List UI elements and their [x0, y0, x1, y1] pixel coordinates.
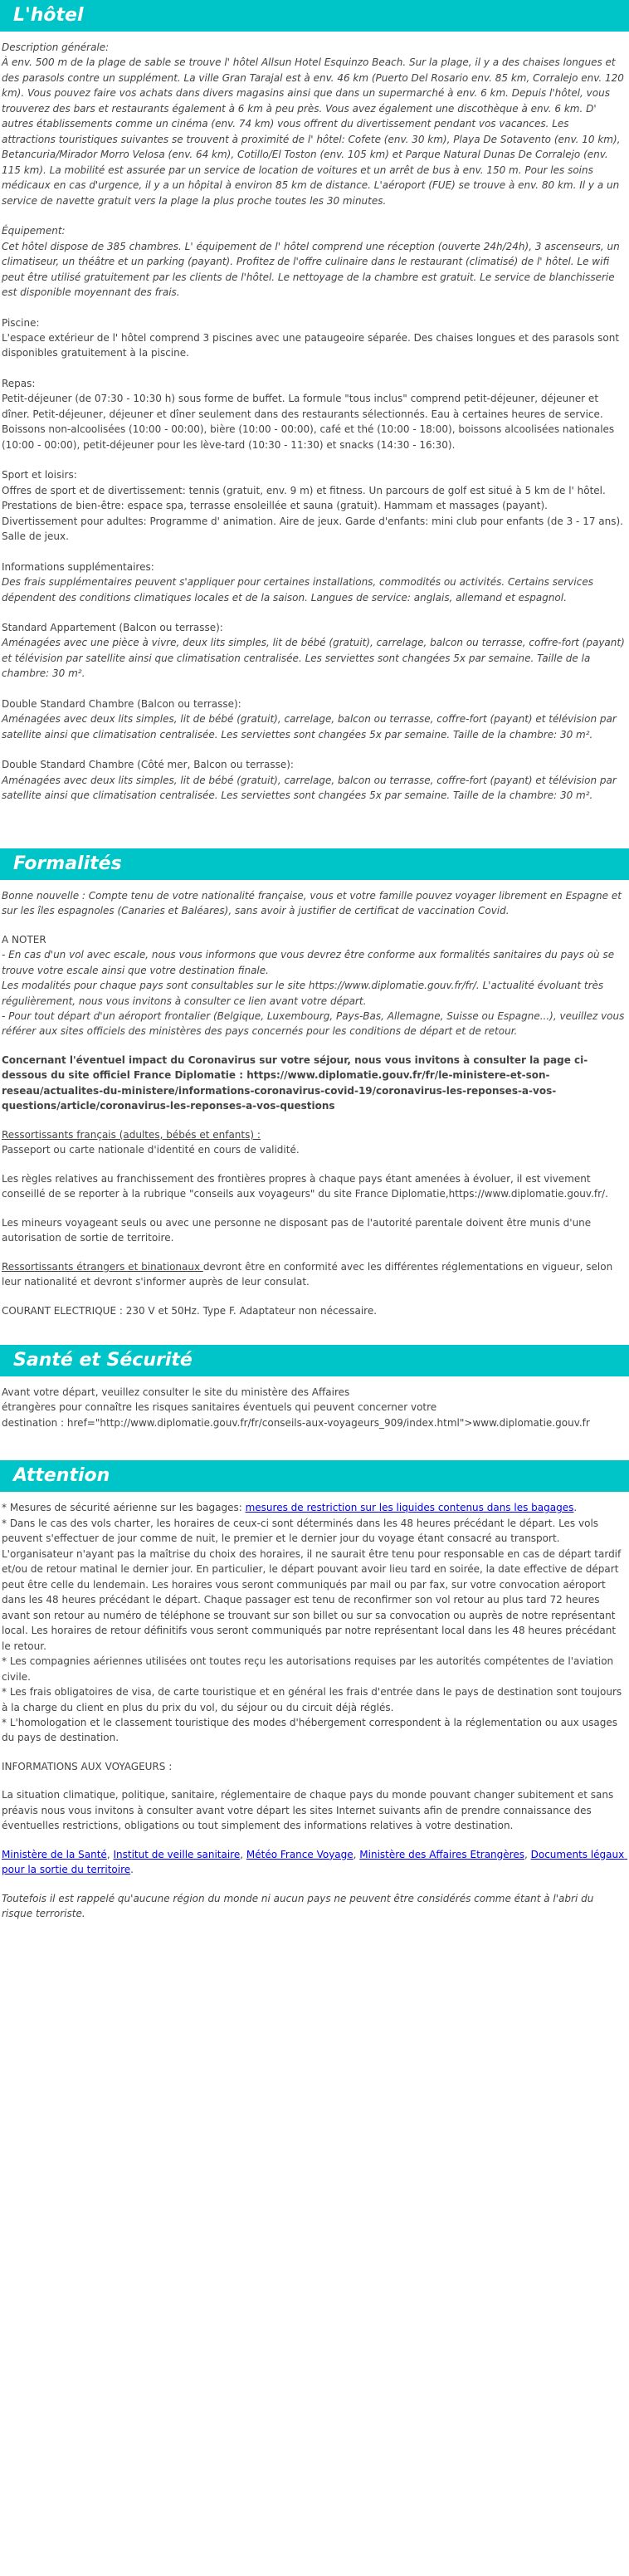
room-double-standard-sea-label: Double Standard Chambre (Côté mer, Balcon ou terrasse): [2, 759, 294, 771]
hotel-extra-info-label: Informations supplémentaires: [2, 560, 154, 573]
border-rules: Les règles relatives au franchissement des frontières propres à chaque pays étant amenées à évoluer, il est vivement conseillé de se reporter à la rubrique "conseils aux voyageurs" du site France Diplomatie,https://www.diplomatie.gouv.fr/. [2, 1172, 608, 1200]
note-heading: A NOTER [2, 933, 46, 946]
hotel-sport-label: Sport et loisirs: [2, 469, 77, 481]
note-line-3: - Pour tout départ d'un aéroport frontalier (Belgique, Luxembourg, Pays-Bas, Allemagne, Suisse ou Espagne...), veuillez vous référer aux sites officiels des ministères des pays concernés pour les conditions de départ et de retour. [2, 1009, 628, 1038]
room-double-standard-sea-text: Aménagées avec deux lits simples, lit de bébé (gratuit), carrelage, balcon ou terrasse, coffre-fort (payant) et télévision par satellite ainsi que climatisation centralisée. Les serviettes sont changées 5x par semaine. Taille de la chambre: 30 m². [2, 774, 620, 802]
hotel-pool-label: Piscine: [2, 316, 40, 329]
french-nationals-label: Ressortissants français (adultes, bébés et enfants) : [2, 1128, 261, 1141]
link-separator: , [240, 1848, 246, 1860]
foreign-nationals-label: Ressortissants étrangers et binationaux [2, 1260, 203, 1273]
electric-current: COURANT ELECTRIQUE : 230 V et 50Hz. Type F. Adaptateur non nécessaire. [2, 1304, 378, 1317]
hotel-sport-text: Offres de sport et de divertissement: tennis (gratuit, env. 9 m) et fitness. Un parcours de golf est situé à 5 km de l' hôtel. Prestations de bien-être: espace spa, terrasse ensoleillée et sauna (gratuit). Hammam et massages (payant). Divertissement pour adultes: Programme d' animation. Aire de jeux. Garde d'enfants: mini club pour enfants (de 3 - 17 ans). Salle de jeux. [2, 484, 627, 543]
official-links [2, 1847, 626, 1878]
hotel-equipment-text: Cet hôtel dispose de 385 chambres. L' équipement de l' hôtel comprend une réception (ouverte 24h/24h), 3 ascenseurs, un climatiseur, un théâtre et un parking (payant). Profitez de l'offre culinaire dans le restaurant (climatisé) de l' hôtel. Le wifi peut être utilisé gratuitement par les clients de l'hôtel. Le nettoyage de la chambre est gratuit. Le service de blanchisserie est disponible moyennant des frais. [2, 240, 623, 299]
section-body-sante [0, 1376, 629, 1460]
section-body-formalites [0, 880, 629, 1345]
attention-bullet-1-end: . [573, 1502, 578, 1514]
hotel-meals-label: Repas: [2, 377, 36, 389]
links-end: . [130, 1864, 134, 1876]
section-header-sante: Santé et Sécurité [0, 1345, 629, 1376]
travelers-info-heading: INFORMATIONS AUX VOYAGEURS : [2, 1760, 173, 1772]
terrorism-notice: Toutefois il est rappelé qu'aucune région du monde ni aucun pays ne peuvent être considérés comme étant à l'abri du risque terroriste. [2, 1892, 597, 1920]
foreign-nationals-text: devront être en conformité avec les différentes réglementations en vigueur, selon leur nationalité et devront s'informer auprès de leur consulat. [2, 1260, 617, 1288]
link-ministere-sante[interactable]: Ministère de la Santé [2, 1848, 107, 1860]
hotel-extra-info-text: Des frais supplémentaires peuvent s'appliquer pour certaines installations, commodités ou activités. Certains services dépendent des conditions climatiques locales et de la saison. Langues de service: anglais, allemand et espagnol. [2, 576, 597, 604]
section-body-hotel [0, 32, 629, 848]
attention-bullet-3: * Les compagnies aériennes utilisées ont toutes reçu les autorisations requises par les autorités compétentes de l'aviation civile. [2, 1655, 617, 1683]
room-standard-apartment [2, 620, 626, 682]
hotel-extra-info [2, 560, 626, 605]
formalites-note [2, 932, 626, 1039]
hotel-meals [2, 376, 626, 452]
attention-bullet-5: * L'homologation et le classement touristique des modes d'hébergement correspondent à la réglementation ou aux usages du pays de destination. [2, 1716, 621, 1744]
hotel-description [2, 40, 626, 208]
travelers-info-text: La situation climatique, politique, sanitaire, réglementaire de chaque pays du monde pouvant changer subitement et sans préavis nous vous invitons à consulter avant votre départ les sites Internet suivants afin de prendre connaissance des éventuelles restrictions, obligations ou tout simplement des informations relatives à votre destination. [2, 1789, 617, 1832]
minors-rules: Les mineurs voyageant seuls ou avec une personne ne disposant pas de l'autorité parentale doivent être munis d'une autorisation de sortie de territoire. [2, 1216, 594, 1244]
hotel-description-label: Description générale: [2, 42, 110, 53]
room-double-standard [2, 697, 626, 742]
link-separator: , [524, 1848, 531, 1860]
note-line-1: - En cas d'un vol avec escale, nous vous informons que vous devrez être conforme aux formalités sanitaires du pays où se trouve votre escale ainsi que votre destination finale. [2, 949, 617, 976]
attention-bullet-4: * Les frais obligatoires de visa, de carte touristique et en général les frais d'entrée dans le pays de destination sont toujours à la charge du client en plus du prix du vol, du séjour ou du circuit déjà réglés. [2, 1686, 625, 1713]
foreign-nationals [2, 1259, 626, 1290]
link-veille-sanitaire[interactable]: Institut de veille sanitaire [113, 1848, 241, 1860]
link-separator: , [353, 1848, 360, 1860]
french-nationals-text: Passeport ou carte nationale d'identité en cours de validité. [2, 1144, 300, 1156]
link-meteo-france[interactable]: Météo France Voyage [246, 1848, 354, 1860]
section-header-formalites: Formalités [0, 848, 629, 880]
attention-bullet-2: * Dans le cas des vols charter, les horaires de ceux-ci sont déterminés dans les 48 heures précédant le départ. Les vols peuvent s'effectuer de jour comme de nuit, le premier et le dernier jour du voyage étant consacré au transport. L'organisateur n'ayant pas la maîtrise du choix des horaires, il ne saurait être tenu pour responsable en cas de départ tardif et/ou de retour matinal le dernier jour. En particulier, le départ pouvant avoir lieu tard en soirée, la date effective de départ peut être celle du lendemain. Les horaires vous seront communiqués par mail ou par fax, sur votre convocation aéroport dans les 48 heures précédant le départ. Chaque passager est tenu de reconfirmer son vol retour au plus tard 72 heures avant son retour au numéro de téléphone se trouvant sur son billet ou sur sa convocation ou auprès de notre représentant local. Les horaires de retour définitifs vous seront communiqués par notre représentant local dans les 48 heures précédant le retour. [2, 1517, 625, 1652]
hotel-description-text: À env. 500 m de la plage de sable se trouve l' hôtel Allsun Hotel Esquinzo Beach. Sur la plage, il y a des chaises longues et des parasols contre un supplément. La ville Gran Tarajal est à env. 46 km (Puerto Del Rosario env. 85 km, Corralejo env. 120 km). Vous pouvez faire vos achats dans divers magasins ainsi que dans un supermarché à env. 6 km. Depuis l'hôtel, vous trouverez des bars et restaurants également à 6 km à peu près. Vous avez également une discothèque à env. 6 km. D' autres établissements comme un cinéma (env. 74 km) vous offrent du divertissement pendant vos vacances. Les attractions touristiques suivantes se trouvent à proximité de l' hôtel: Cofete (env. 30 km), Playa De Sotavento (env. 10 km), Betancuria/Mirador Morro Velosa (env. 64 km), Cotillo/El Toston (env. 105 km) et Parque Natural Dunas De Corralejo (env. 115 km). La mobilité est assurée par un service de location de voitures et un arrêt de bus à env. 150 m. Pour les soins médicaux en cas d'urgence, il y a un hôpital à environ 85 km de distance. L'aéroport (FUE) se trouve à env. 80 km. Il y a un service de navette gratuit vers la plage la plus proche toutes les 30 minutes. [2, 56, 627, 207]
attention-bullet-1-text: * Mesures de sécurité aérienne sur les bagages: [2, 1502, 246, 1514]
link-separator: , [106, 1848, 114, 1860]
room-double-standard-text: Aménagées avec deux lits simples, lit de bébé (gratuit), carrelage, balcon ou terrasse, coffre-fort (payant) et télévision par satellite ainsi que climatisation centralisée. Les serviettes sont changées 5x par semaine. Taille de la chambre: 30 m². [2, 713, 620, 741]
attention-bullet-1 [2, 1500, 626, 1515]
room-standard-apartment-label: Standard Appartement (Balcon ou terrasse): [2, 622, 223, 633]
hotel-equipment-label: Équipement: [2, 225, 66, 237]
covid-notice: Concernant l'éventuel impact du Coronavirus sur votre séjour, nous vous invitons à consulter la page ci-dessous du site officiel France Diplomatie : https://www.diplomatie.gouv.fr/fr/le-ministere-et-son-reseau/actualites-du-ministere/informations-coronavirus-covid-19/coronavirus-les-reponses-a-vos-questions/article/coronavirus-les-reponses-a-vos-questions [2, 1053, 588, 1112]
note-line-2: Les modalités pour chaque pays sont consultables sur le site https://www.diplomatie.gouv.fr/fr/. L'actualité évoluant très régulièrement, nous vous invitons à consulter ce lien avant votre départ. [2, 980, 607, 1007]
hotel-pool [2, 315, 626, 361]
hotel-meals-text: Petit-déjeuner (de 07:30 - 10:30 h) sous forme de buffet. La formule "tous inclus" comprend petit-déjeuner, déjeuner et dîner. Petit-déjeuner, déjeuner et dîner seulement dans des restaurants sélectionnés. Eau à certaines heures de service. Boissons non-alcoolisées (10:00 - 00:00), bière (10:00 - 00:00), café et thé (10:00 - 18:00), boissons alcoolisées nationales (10:00 - 00:00), petit-déjeuner pour les lève-tard (10:30 - 11:30) et snacks (14:30 - 16:30). [2, 393, 617, 451]
liquids-restriction-link[interactable]: mesures de restriction sur les liquides contenus dans les bagages [245, 1502, 574, 1514]
hotel-sport [2, 467, 626, 544]
section-header-hotel: L'hôtel [0, 0, 629, 32]
sante-line-3: destination : href="http://www.diplomatie.gouv.fr/fr/conseils-aux-voyageurs_909/index.html">www.diplomatie.gouv.fr [2, 1416, 590, 1429]
section-header-attention: Attention [0, 1460, 629, 1492]
sante-line-1: Avant votre départ, veuillez consulter le site du ministère des Affaires [2, 1386, 350, 1398]
french-nationals [2, 1127, 626, 1158]
sante-line-2: étrangères pour connaître les risques sanitaires éventuels qui peuvent concerner votre [2, 1401, 437, 1414]
room-double-standard-sea [2, 757, 626, 803]
hotel-equipment [2, 223, 626, 300]
formalites-intro: Bonne nouvelle : Compte tenu de votre nationalité française, vous et votre famille pouvez voyager librement en Espagne et sur les îles espagnoles (Canaries et Baléares), sans avoir à justifier de certificat de vaccination Covid. [2, 889, 625, 917]
link-affaires-etrangeres[interactable]: Ministère des Affaires Etrangères [359, 1848, 524, 1860]
room-double-standard-label: Double Standard Chambre (Balcon ou terrasse): [2, 697, 241, 710]
link-documents-legaux[interactable]: Documents légaux pour la sortie du territoire [2, 1848, 628, 1876]
room-standard-apartment-text: Aménagées avec une pièce à vivre, deux lits simples, lit de bébé (gratuit), carrelage, balcon ou terrasse, coffre-fort (payant) et télévision par satellite ainsi que climatisation centralisée. Les serviettes sont changées 5x par semaine. Taille de la chambre: 30 m². [2, 637, 628, 680]
section-body-attention [0, 1492, 629, 1951]
hotel-pool-text: L'espace extérieur de l' hôtel comprend 3 piscines avec une pataugeoire séparée. Des chaises longues et des parasols sont disponibles gratuitement à la piscine. [2, 331, 622, 359]
